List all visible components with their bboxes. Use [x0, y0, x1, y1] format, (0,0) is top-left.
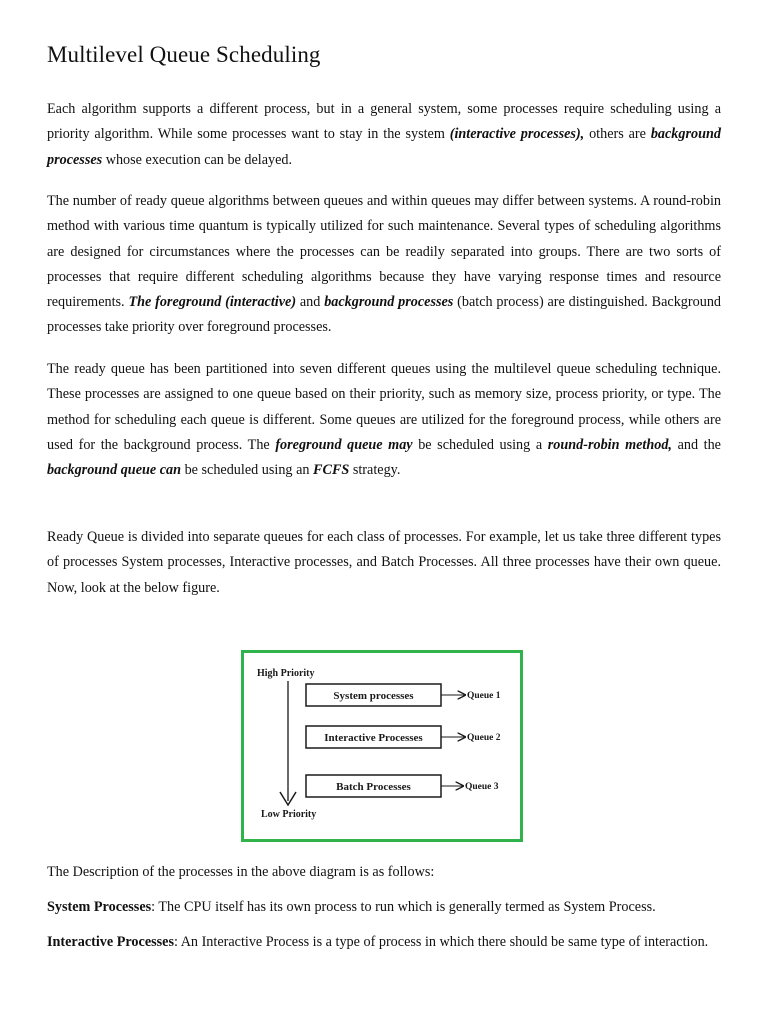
paragraph-ready-queue: Ready Queue is divided into separate queues for each class of processes. For example, let us take three different types of processes System processes, Interactive processes, and Batch Processes. All three processes have their own queue. Now, look at the below figure.	[47, 529, 721, 596]
para2-text-2: and	[296, 294, 325, 311]
para2-emphasis-background: background processes	[324, 294, 454, 311]
queue-3-label: Queue 3	[465, 782, 499, 792]
para3-emphasis-fcfs: FCFS	[313, 462, 350, 479]
queue-2-label: Queue 2	[467, 733, 501, 743]
page-title: Multilevel Queue Scheduling	[47, 42, 321, 67]
system-processes-label: System processes	[333, 690, 414, 702]
high-priority-label: High Priority	[257, 668, 315, 679]
interactive-process-label: Interactive Processes	[47, 934, 174, 950]
paragraph-intro	[47, 97, 721, 173]
low-priority-label: Low Priority	[261, 809, 317, 820]
system-process-label: System Processes	[47, 899, 152, 915]
system-process-text: : The CPU itself has its own process to run which is generally termed as System Process.	[151, 899, 656, 915]
paragraph-algorithms	[47, 189, 721, 341]
description-intro: The Description of the processes in the above diagram is as follows:	[47, 864, 435, 880]
para3-emphasis-background-queue: background queue can	[47, 462, 182, 479]
para3-text-2: be scheduled using a	[412, 436, 548, 453]
queue-1-label: Queue 1	[467, 691, 501, 701]
para3-emphasis-foreground-queue: foreground queue may	[275, 436, 413, 453]
system-process-description	[47, 895, 721, 920]
para1-text-2: others are	[584, 126, 651, 143]
interactive-process-description	[47, 930, 721, 955]
para3-text-4: be scheduled using an	[181, 462, 314, 479]
multilevel-queue-figure	[241, 650, 523, 842]
paragraph-partition	[47, 357, 721, 483]
para1-emphasis-background: background processes	[47, 126, 721, 168]
para1-emphasis-interactive: (interactive processes),	[449, 126, 585, 143]
interactive-processes-label: Interactive Processes	[324, 732, 423, 744]
para3-text-1: The ready queue has been partitioned into seven different queues using the multilevel queue scheduling technique. These processes are assigned to one queue based on their priority, such as memory size, process priority, or type. The method for scheduling each queue is different. Some queues are utilized for the foreground process, while others are used for the background process. The	[47, 361, 721, 453]
para2-text-3: (batch process) are distinguished. Background processes take priority over foreground processes.	[47, 294, 722, 336]
para3-text-5: strategy.	[349, 462, 401, 479]
interactive-process-text: : An Interactive Process is a type of process in which there should be same type of interaction.	[173, 934, 709, 950]
para1-text-1: Each algorithm supports a different process, but in a general system, some processes require scheduling using a priority algorithm. While some processes want to stay in the system	[47, 101, 721, 143]
para3-emphasis-round-robin: round-robin method,	[547, 436, 672, 453]
para2-emphasis-foreground: The foreground (interactive)	[128, 294, 297, 311]
para1-text-3: whose execution can be delayed.	[102, 151, 293, 168]
para3-text-3: and the	[671, 436, 721, 453]
batch-processes-label: Batch Processes	[336, 781, 411, 793]
figure-diagram	[244, 653, 520, 839]
para2-text-1: The number of ready queue algorithms between queues and within queues may differ between systems. A round-robin method with various time quantum is typically utilized for such maintenance. Several types of scheduling algorithms are designed for circumstances where the processes can be readily separated into groups. There are two sorts of processes that require different scheduling algorithms because they have varying response times and resource requirements.	[47, 193, 721, 311]
